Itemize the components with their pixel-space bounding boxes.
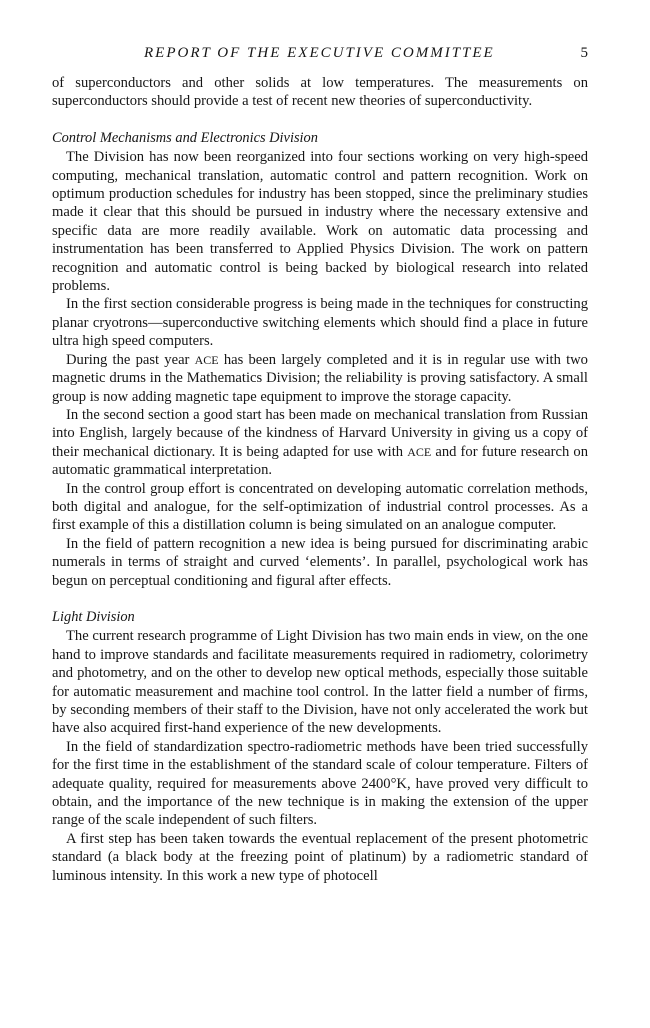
text-run: In the second section a good start has been made on mechanical translation from Russian into English, largely because of the kindness of Harvard University in giving us a copy of their mechanical dictionary. It is being adapted for use with — [52, 406, 588, 460]
paragraph: The Division has now been reorganized into four sections working on very high-speed computing, mechanical translation, automatic control and pattern recognition. Work on optimum production schedules for industry has been stopped, since the preliminary studies made it clear that this should be pursued in industry where the necessary extensive and specific data are more readily available. Work on automatic data processing and instrumentation has been transferred to Applied Physics Division. The work on pattern recognition and automatic control is being backed by biological research into related problems. — [52, 149, 588, 295]
running-title: REPORT OF THE EXECUTIVE COMMITTEE — [144, 45, 495, 61]
paragraph — [52, 351, 588, 406]
page-number: 5 — [580, 45, 588, 61]
paragraph: In the control group effort is concentrated on developing automatic correlation methods, both digital and analogue, for the self-optimization of industrial control processes. As a first example of this a distillation column is being simulated on an analogue computer. — [52, 480, 588, 534]
paragraph: A first step has been taken towards the eventual replacement of the present photometric standard (a black body at the freezing point of platinum) by a radiometric standard of luminous intensity. In this work a new type of photocell — [52, 830, 588, 884]
text-run: has been largely completed and it is in regular use with two magnetic drums in the Mathematics Division; the reliability is proving satisfactory. A small group is now adding magnetic tape equipment to improve the storage capacity. — [52, 351, 588, 405]
section-heading-control-mechanisms: Control Mechanisms and Electronics Division — [52, 129, 318, 146]
running-head — [52, 44, 588, 64]
text-run: and for future research on automatic grammatical interpretation. — [52, 443, 589, 479]
paragraph: In the first section considerable progress is being made in the techniques for constructing planar cryotrons—superconductive switching elements which should find a place in future ultra high speed computers. — [52, 296, 588, 350]
document-page — [52, 44, 588, 885]
ace-abbreviation: ACE — [194, 352, 219, 367]
paragraph — [52, 406, 588, 480]
ace-abbreviation: ACE — [407, 444, 432, 459]
paragraph: In the field of pattern recognition a new idea is being pursued for discriminating arabic numerals in terms of straight and curved ‘elements’. In parallel, psychological work has begun on perceptual conditioning and figural after effects. — [52, 535, 588, 589]
paragraph-continued: of superconductors and other solids at low temperatures. The measurements on superconductors should provide a test of recent new theories of superconductivity. — [52, 75, 588, 110]
text-run: During the past year — [66, 351, 190, 368]
section-heading-light-division: Light Division — [52, 608, 135, 625]
paragraph: The current research programme of Light Division has two main ends in view, on the one hand to improve standards and facilitate measurements required in radiometry, colorimetry and photometry, and on the other to develop new optical methods, especially those suitable for automatic measurement and machine tool control. In the latter field a number of firms, by seconding members of their staff to the Division, have not only accelerated the work but have also acquired first-hand experience of the new developments. — [52, 628, 588, 737]
paragraph: In the field of standardization spectro-radiometric methods have been tried successfully for the first time in the establishment of the standard scale of colour temperature. Filters of adequate quality, required for measurements above 2400°K, have proved very difficult to obtain, and the importance of the new technique is in making the extension of the upper range of the scale independent of such filters. — [52, 738, 588, 829]
